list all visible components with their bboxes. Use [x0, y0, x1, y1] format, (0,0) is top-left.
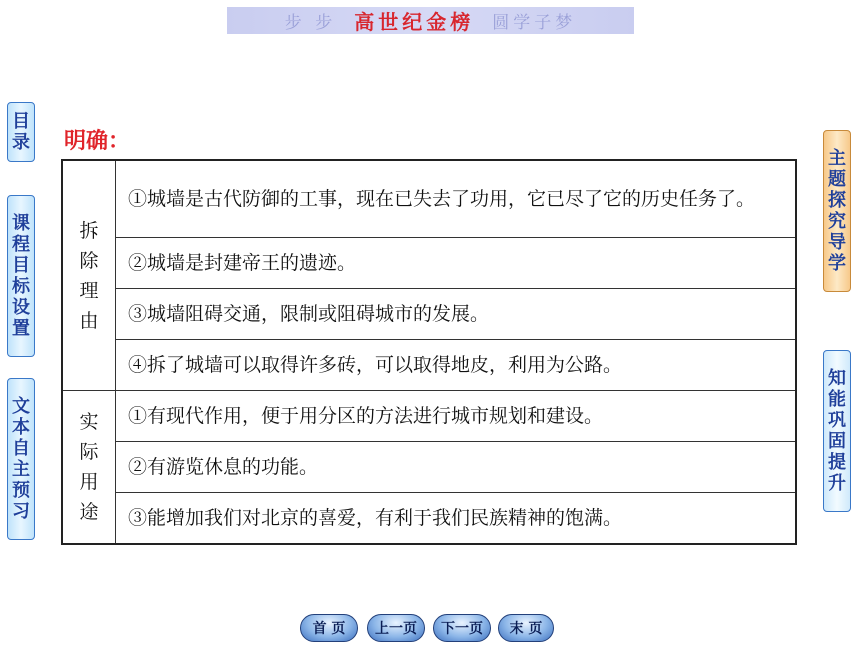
- category-char: 用: [79, 471, 99, 493]
- sidebar-button-char: 目: [12, 111, 30, 132]
- sidebar-button-char: 知: [828, 368, 846, 389]
- banner: [227, 7, 634, 34]
- sidebar-button-char: 本: [12, 417, 30, 438]
- next-page-button[interactable]: 下一页: [433, 614, 491, 642]
- sidebar-button-char: 自: [12, 438, 30, 459]
- category-char: 除: [79, 249, 99, 272]
- sidebar-button-char: 主: [12, 459, 30, 480]
- table-cell: ①有现代作用，便于用分区的方法进行城市规划和建设。: [116, 391, 797, 442]
- table-row: [62, 160, 796, 238]
- table-cell: ④拆了城墙可以取得许多砖，可以取得地皮，利用为公路。: [116, 340, 797, 391]
- table-cell: ②有游览休息的功能。: [116, 442, 797, 493]
- sidebar-button-toc[interactable]: [7, 102, 35, 162]
- category-cell-demolish-reasons: [62, 160, 116, 391]
- category-char: 拆: [79, 219, 99, 242]
- table-cell: ①城墙是古代防御的工事，现在已失去了功用，它已尽了它的历史任务了。: [116, 160, 797, 238]
- first-page-button[interactable]: 首 页: [300, 614, 358, 642]
- category-char: 理: [79, 279, 99, 302]
- sidebar-button-char: 文: [12, 396, 30, 417]
- sidebar-button-char: 究: [828, 211, 846, 232]
- table-cell: ③能增加我们对北京的喜爱，有利于我们民族精神的饱满。: [116, 493, 797, 545]
- sidebar-button-char: 探: [828, 190, 846, 211]
- sidebar-button-char: 课: [12, 213, 30, 234]
- sidebar-button-char: 题: [828, 169, 846, 190]
- category-char: 由: [79, 309, 99, 332]
- category-char: 际: [79, 441, 99, 463]
- content-table: [61, 159, 797, 545]
- banner-title: 高世纪金榜: [354, 10, 475, 34]
- sidebar-button-char: 预: [12, 480, 30, 501]
- sidebar-button-char: 提: [828, 452, 846, 473]
- sidebar-button-consolidate[interactable]: [823, 350, 851, 512]
- category-char: 途: [79, 501, 99, 523]
- sidebar-button-char: 目: [12, 255, 30, 276]
- table-cell: ③城墙阻碍交通，限制或阻碍城市的发展。: [116, 289, 797, 340]
- sidebar-button-char: 升: [828, 473, 846, 494]
- table-row: [62, 442, 796, 493]
- table-row: [62, 289, 796, 340]
- table-cell: ②城墙是封建帝王的遗迹。: [116, 238, 797, 289]
- banner-right-text: 圆学子梦: [492, 13, 577, 33]
- banner-left-text: 步 步: [284, 13, 337, 33]
- sidebar-button-char: 能: [828, 389, 846, 410]
- sidebar-button-inquiry[interactable]: [823, 130, 851, 292]
- sidebar-button-char: 标: [12, 276, 30, 297]
- section-heading: 明确：: [64, 129, 131, 154]
- sidebar-button-preview[interactable]: [7, 378, 35, 540]
- table-row: [62, 391, 796, 442]
- category-char: 实: [79, 411, 99, 433]
- sidebar-button-char: 程: [12, 234, 30, 255]
- sidebar-button-char: 置: [12, 318, 30, 339]
- sidebar-button-char: 习: [12, 501, 30, 522]
- sidebar-button-char: 主: [828, 148, 846, 169]
- table-row: [62, 238, 796, 289]
- sidebar-button-objectives[interactable]: [7, 195, 35, 357]
- sidebar-button-char: 设: [12, 297, 30, 318]
- prev-page-button[interactable]: 上一页: [367, 614, 425, 642]
- sidebar-button-char: 学: [828, 253, 846, 274]
- sidebar-button-char: 录: [12, 132, 30, 153]
- table-row: [62, 493, 796, 545]
- category-cell-practical-uses: [62, 391, 116, 545]
- table-row: [62, 340, 796, 391]
- sidebar-button-char: 巩: [828, 410, 846, 431]
- sidebar-button-char: 导: [828, 232, 846, 253]
- last-page-button[interactable]: 末 页: [498, 614, 554, 642]
- sidebar-button-char: 固: [828, 431, 846, 452]
